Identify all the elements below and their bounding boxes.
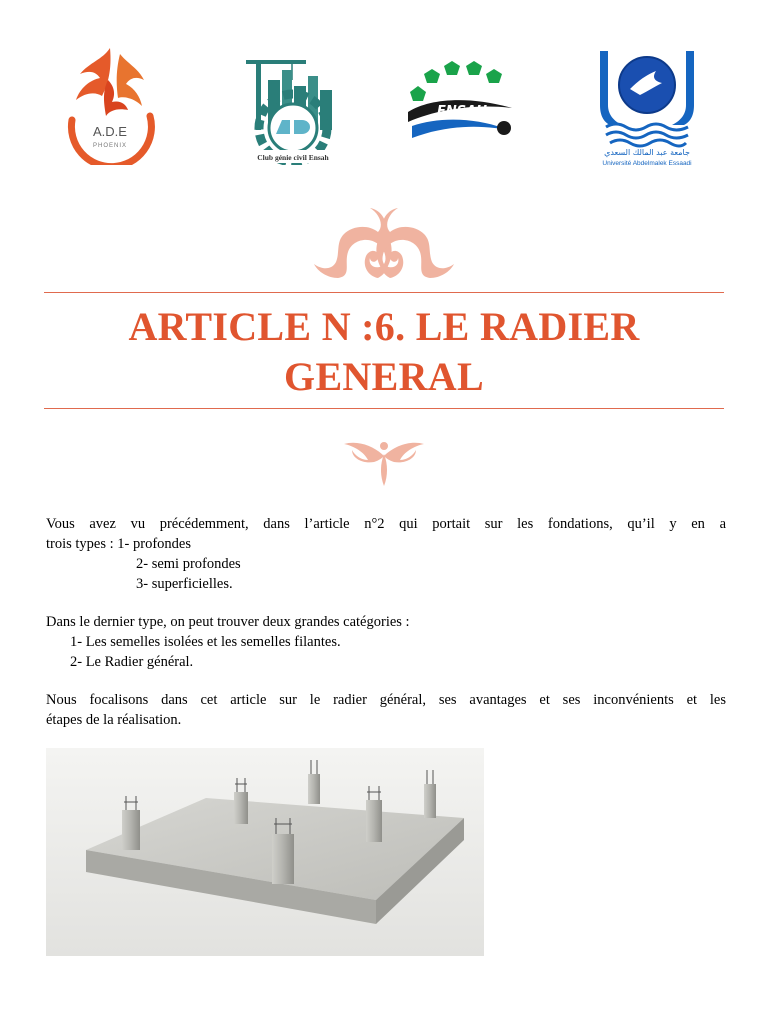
radier-general-illustration xyxy=(46,748,484,956)
category-item: 1- Les semelles isolées et les semelles filantes. xyxy=(70,634,341,650)
title-rule-top xyxy=(44,292,724,293)
ade-logo-subtext: PHOENIX xyxy=(92,143,128,149)
intro-line-2: trois types : 1- profondes xyxy=(46,536,191,552)
universite-abdelmalek-essaadi-logo xyxy=(592,45,702,170)
categories-lead: Dans le dernier type, on peut trouver deux grandes catégories : xyxy=(46,614,410,630)
focus-paragraph xyxy=(46,690,726,730)
ade-phoenix-logo xyxy=(50,40,170,165)
intro-line-1: Vous avez vu précédemment, dans l’article n°2 qui portait sur les fondations, qu’il y en a xyxy=(46,516,726,532)
category-item: 2- Le Radier général. xyxy=(70,654,194,670)
club-logo-caption: Club génie civil Ensah xyxy=(257,153,329,162)
ensah-logo xyxy=(400,60,520,150)
ensah-logo-text: ENSAH xyxy=(436,104,488,119)
type-item-2: 2- semi profondes xyxy=(136,556,241,572)
title-rule-bottom xyxy=(44,408,724,409)
focus-line-2: étapes de la réalisation. xyxy=(46,712,182,728)
floral-ornament-bottom xyxy=(340,432,428,488)
article-title: ARTICLE N :6. LE RADIER GENERAL xyxy=(128,304,640,399)
intro-paragraph xyxy=(46,514,726,594)
type-item-3: 3- superficielles. xyxy=(136,576,233,592)
focus-line-1: Nous focalisons dans cet article sur le radier général, ses avantages et ses inconvénients et les xyxy=(46,692,726,708)
club-genie-civil-logo xyxy=(232,50,354,165)
floral-ornament-top xyxy=(308,200,460,282)
univ-logo-arabic: جامعة عبد المالك السعدي xyxy=(604,148,690,157)
univ-logo-caption: Université Abdelmalek Essaadi xyxy=(602,160,692,167)
ade-logo-text: A.D.E xyxy=(93,124,127,139)
categories-paragraph xyxy=(46,612,726,672)
